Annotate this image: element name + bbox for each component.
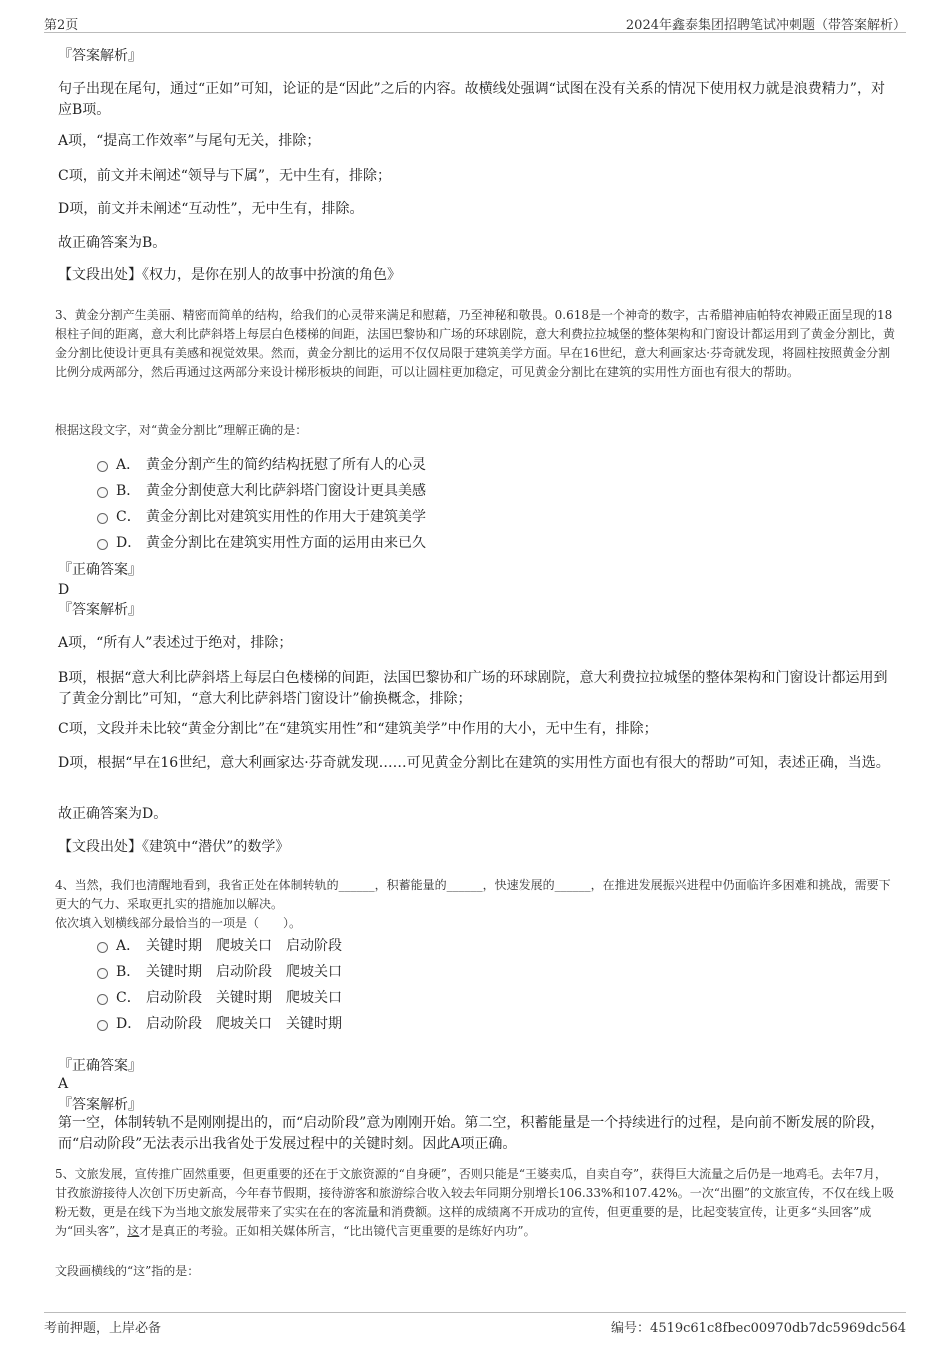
conclusion: 故正确答案为D。 — [58, 806, 168, 822]
radio-icon[interactable] — [97, 1020, 108, 1031]
q4-option-a[interactable]: A． 关键时期 爬坡关口 启动阶段 — [97, 936, 342, 956]
q4-option-b[interactable]: B． 关键时期 启动阶段 爬坡关口 — [97, 962, 342, 982]
analysis-option-d: D项，根据“早在16世纪，意大利画家达·芬奇就发现……可见黄金分割比在建筑的实用性方面也有很大的帮助”可知，表述正确，当选。 — [58, 755, 890, 771]
analysis-option-c: C项，前文并未阐述“领导与下属”，无中生有，排除； — [58, 168, 392, 184]
document-id: 编号：4519c61c8fbec00970db7dc5969dc564 — [611, 1321, 906, 1336]
analysis-label: 『答案解析』 — [58, 1097, 142, 1113]
footer-slogan: 考前押题，上岸必备 — [44, 1321, 162, 1336]
answer-value: A — [58, 1076, 69, 1092]
answer-value: D — [58, 582, 70, 598]
q4-option-d[interactable]: D． 启动阶段 爬坡关口 关键时期 — [97, 1014, 342, 1034]
conclusion: 故正确答案为B。 — [58, 235, 167, 251]
q3-option-a[interactable]: A． 黄金分割产生的简约结构抚慰了所有人的心灵 — [97, 455, 426, 475]
radio-icon[interactable] — [97, 461, 108, 472]
answer-label: 『正确答案』 — [58, 562, 142, 578]
question-3-text: 3、黄金分割产生美丽、精密而简单的结构，给我们的心灵带来满足和慰藉，乃至神秘和敬畏。0.618是一个神奇的数字，古希腊神庙帕特农神殿正面呈现的18根柱子间的距离，意大利比萨斜塔上每层白色楼梯的间距，法国巴黎协和广场的环球剧院，意大利费拉拉城堡的整体架构和门窗设计都运用到了黄金分割比，黄金分割比使设计更具有美感和视觉效果。然而，黄金分割比的运用不仅仅局限于建筑美学方面。早在16世纪，意大利画家达·芬奇就发现，将圆柱按照黄金分割比例分成两部分，然后再通过这两部分来设计梯形板块的间距，可以让圆柱更加稳定，可见黄金分割比在建筑的实用性方面也有很大的帮助。 — [55, 308, 896, 379]
analysis-text: 句子出现在尾句，通过“正如”可知，论证的是“因此”之后的内容。故横线处强调“试图在没有关系的情况下使用权力就是浪费精力”，对应B项。 — [58, 81, 885, 118]
page-number: 第2页 — [44, 18, 79, 33]
underlined-word: 这 — [127, 1224, 140, 1238]
analysis-label: 『答案解析』 — [58, 602, 142, 618]
page-footer — [44, 1312, 906, 1335]
radio-icon[interactable] — [97, 968, 108, 979]
source: 【文段出处】《建筑中“潜伏”的数学》 — [58, 839, 290, 855]
question-5-prompt: 文段画横线的“这”指的是： — [55, 1264, 200, 1278]
source: 【文段出处】《权力，是你在别人的故事中扮演的角色》 — [58, 267, 401, 283]
analysis-option-a: A项，“所有人”表述过于绝对，排除； — [58, 635, 293, 651]
q3-option-b[interactable]: B． 黄金分割使意大利比萨斜塔门窗设计更具美感 — [97, 481, 426, 501]
question-5-text: 5、文旅发展，宣传推广固然重要，但更重要的还在于文旅资源的“自身硬”，否则只能是“王婆卖瓜，自卖自夸”，获得巨大流量之后仍是一地鸡毛。去年7月，甘孜旅游接待人次创下历史新高，今年春节假期，接待游客和旅游综合收入较去年同期分别增长106.33%和107.42%。一次“出圈”的文旅宣传，不仅在线上吸粉无数，更是在线下为当地文旅发展带来了实实在在的客流量和消费额。这样的成绩离不开成功的宣传，但更重要的是，比起变装宣传，让更多“头回客”成为“回头客”，这才是真正的考验。正如相关媒体所言，“比出镜代言更重要的是练好内功”。 — [55, 1167, 895, 1238]
question-3-prompt: 根据这段文字，对“黄金分割比”理解正确的是： — [55, 423, 308, 437]
radio-icon[interactable] — [97, 539, 108, 550]
analysis-option-b: B项，根据“意大利比萨斜塔上每层白色楼梯的间距，法国巴黎协和广场的环球剧院，意大利费拉拉城堡的整体架构和门窗设计都运用到了黄金分割比”可知，“意大利比萨斜塔门窗设计”偷换概念，排除； — [58, 670, 888, 707]
radio-icon[interactable] — [97, 487, 108, 498]
radio-icon[interactable] — [97, 513, 108, 524]
answer-label: 『正确答案』 — [58, 1058, 142, 1074]
q3-option-c[interactable]: C． 黄金分割比对建筑实用性的作用大于建筑美学 — [97, 507, 426, 527]
document-title: 2024年鑫泰集团招聘笔试冲刺题（带答案解析） — [625, 18, 906, 33]
question-4-prompt: 依次填入划横线部分最恰当的一项是（ ）。 — [55, 916, 302, 930]
page-header — [44, 10, 906, 33]
analysis-option-a: A项，“提高工作效率”与尾句无关，排除； — [58, 133, 321, 149]
analysis-option-c: C项，文段并未比较“黄金分割比”在“建筑实用性”和“建筑美学”中作用的大小，无中生有，排除； — [58, 721, 658, 737]
analysis-text: 第一空，体制转轨不是刚刚提出的，而“启动阶段”意为刚刚开始。第二空，积蓄能量是一个持续进行的过程，是向前不断发展的阶段，而“启动阶段”无法表示出我省处于发展过程中的关键时刻。因此A项正确。 — [58, 1115, 885, 1152]
analysis-label: 『答案解析』 — [58, 48, 142, 64]
radio-icon[interactable] — [97, 994, 108, 1005]
question-4-text: 4、当然，我们也清醒地看到，我省正处在体制转轨的______，积蓄能量的______，快速发展的______，在推进发展振兴进程中仍面临许多困难和挑战，需要下更大的气力、采取更扎实的措施加以解决。 — [55, 878, 891, 911]
q4-option-c[interactable]: C． 启动阶段 关键时期 爬坡关口 — [97, 988, 342, 1008]
q3-option-d[interactable]: D． 黄金分割比在建筑实用性方面的运用由来已久 — [97, 533, 426, 553]
analysis-option-d: D项，前文并未阐述“互动性”，无中生有，排除。 — [58, 201, 364, 217]
radio-icon[interactable] — [97, 942, 108, 953]
